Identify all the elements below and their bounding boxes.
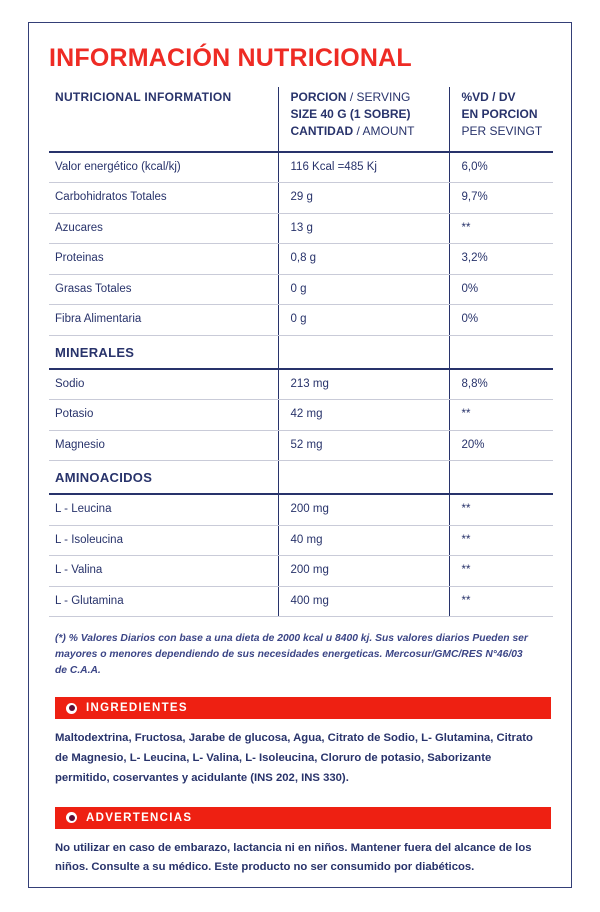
header-col-daily-value [450, 87, 554, 151]
header-en-porcion: EN PORCION [461, 106, 538, 121]
row-dv: 3,2% [461, 252, 488, 265]
table-row [49, 213, 553, 244]
row-dv: 20% [461, 438, 485, 451]
section-title: AMINOACIDOS [55, 470, 153, 486]
row-label: L - Valina [55, 564, 103, 577]
header-serving-size: SIZE 40 G (1 SOBRE) [290, 106, 411, 121]
header-per-serving: PER SEVINGT [461, 124, 543, 139]
table-row [49, 400, 553, 431]
row-label: Carbohidratos Totales [55, 191, 167, 204]
row-label: L - Leucina [55, 503, 112, 516]
ingredientes-banner-label: INGREDIENTES [86, 702, 188, 715]
header-porcion-bold: PORCION [290, 89, 347, 104]
section-header-minerales [49, 335, 553, 369]
row-amount: 0,8 g [290, 252, 317, 265]
header-amount-light: / AMOUNT [353, 124, 415, 139]
table-row [49, 244, 553, 275]
row-dv: 9,7% [461, 191, 488, 204]
row-amount: 40 mg [290, 533, 323, 546]
ingredientes-text: Maltodextrina, Fructosa, Jarabe de glucosa, Agua, Citrato de Sodio, L- Glutamina, Citrato de Magnesio, L- Leucina, L- Valina, L- Isoleucina, Cloruro de potasio, Saborizante permitido, coservantes y acidulante (INS 202, INS 330). [55, 732, 533, 784]
row-amount: 29 g [290, 191, 313, 204]
bullet-circle-icon [66, 812, 77, 823]
row-amount: 42 mg [290, 408, 323, 421]
table-row [49, 183, 553, 214]
row-label: Fibra Alimentaria [55, 313, 142, 326]
advertencias-banner [55, 807, 551, 829]
row-dv: 8,8% [461, 377, 488, 390]
row-amount: 116 Kcal =485 Kj [290, 160, 377, 173]
section-header-aminoacidos [49, 461, 553, 495]
table-row [49, 494, 553, 525]
table-header-row [49, 87, 553, 152]
table-row [49, 586, 553, 617]
row-amount: 52 mg [290, 438, 323, 451]
table-row [49, 369, 553, 400]
row-label: Potasio [55, 408, 94, 421]
header-col-portion [279, 87, 449, 151]
row-amount: 200 mg [290, 503, 329, 516]
row-label: Proteinas [55, 252, 104, 265]
table-row [49, 430, 553, 461]
section-title: MINERALES [55, 344, 135, 360]
row-dv: ** [461, 408, 471, 421]
header-serving-light: / SERVING [346, 89, 411, 104]
row-label: L - Glutamina [55, 594, 124, 607]
nutrition-facts-table [49, 87, 553, 618]
page-title: INFORMACIÓN NUTRICIONAL [49, 44, 412, 72]
bullet-circle-icon [66, 703, 77, 714]
row-amount: 400 mg [290, 594, 329, 607]
row-amount: 213 mg [290, 377, 329, 390]
advertencias-banner-label: ADVERTENCIAS [86, 811, 193, 824]
row-dv: ** [461, 221, 471, 234]
row-amount: 0 g [290, 313, 307, 326]
row-label: Azucares [55, 221, 103, 234]
row-dv: 0% [461, 282, 479, 295]
header-cantidad-bold: CANTIDAD [290, 124, 354, 139]
row-amount: 0 g [290, 282, 307, 295]
row-dv: ** [461, 594, 471, 607]
nutrition-label-panel [28, 22, 572, 888]
row-amount: 13 g [290, 221, 313, 234]
row-dv: 0% [461, 313, 479, 326]
table-row [49, 525, 553, 556]
row-dv: ** [461, 503, 471, 516]
row-label: L - Isoleucina [55, 533, 123, 546]
row-dv: ** [461, 564, 471, 577]
row-label: Valor energético (kcal/kj) [55, 160, 181, 173]
table-row [49, 152, 553, 183]
daily-values-footnote: (*) % Valores Diarios con base a una dieta de 2000 kcal u 8400 kj. Sus valores diarios Pueden ser mayores o menores dependiendo de sus necesidades energeticas. Mercosur/GMC/RES N°46/03 de C.A.A. [55, 633, 528, 677]
row-label: Magnesio [55, 438, 105, 451]
row-dv: ** [461, 533, 471, 546]
row-label: Grasas Totales [55, 282, 132, 295]
row-amount: 200 mg [290, 564, 329, 577]
table-row [49, 305, 553, 336]
header-vd-dv: %VD / DV [461, 89, 516, 104]
advertencias-text: No utilizar en caso de embarazo, lactancia ni en niños. Mantener fuera del alcance de los niños. Consulte a su médico. Este producto no ser consumido por diabéticos. [55, 841, 532, 874]
header-col-nutritional-information: NUTRICIONAL INFORMATION [55, 89, 232, 104]
table-row [49, 556, 553, 587]
row-dv: 6,0% [461, 160, 488, 173]
row-label: Sodio [55, 377, 85, 390]
table-row [49, 274, 553, 305]
ingredientes-banner [55, 697, 551, 719]
